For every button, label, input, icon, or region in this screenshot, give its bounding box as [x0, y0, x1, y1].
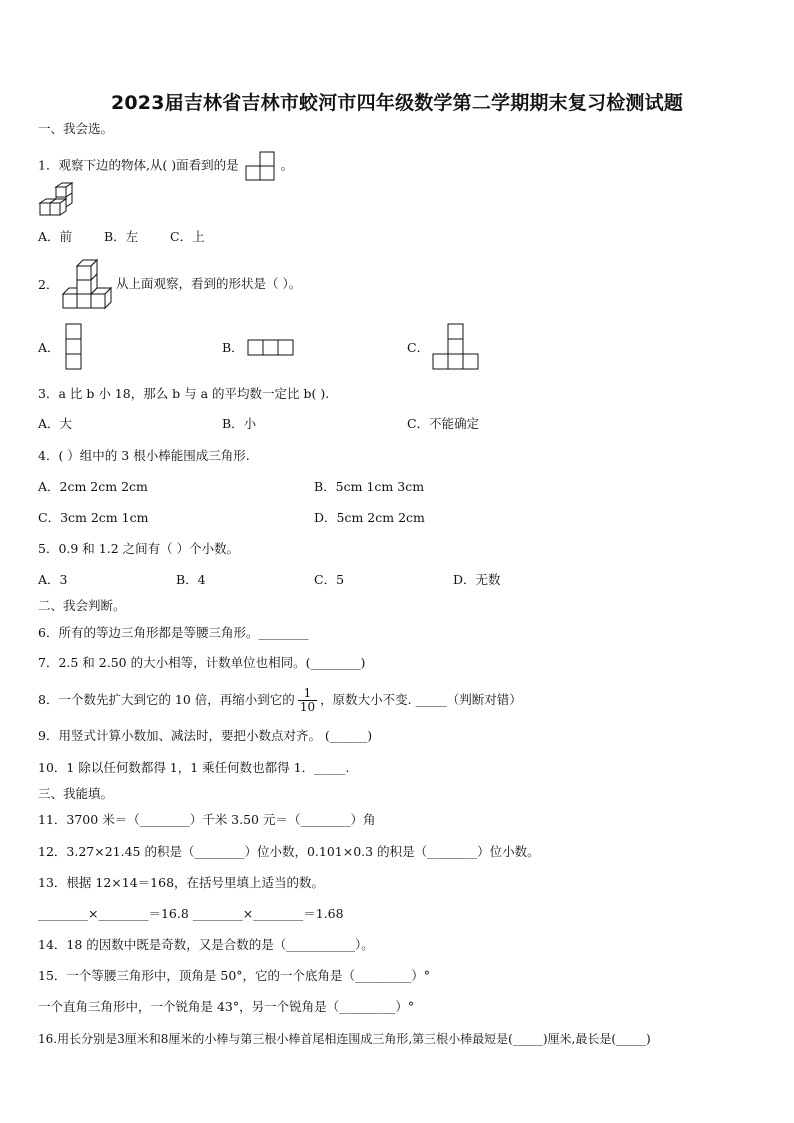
q1-option-a[interactable]: A．前	[38, 229, 73, 244]
question-1-end: 。	[280, 157, 294, 173]
q1-view-figure	[245, 151, 277, 181]
q4-option-a[interactable]: A．2cm 2cm 2cm	[38, 479, 148, 494]
q4-option-b[interactable]: B．5cm 1cm 3cm	[314, 479, 425, 494]
question-14: 14．18 的因数中既是奇数，又是合数的是（___________）。	[38, 937, 374, 952]
q5-option-c[interactable]: C．5	[314, 572, 345, 587]
fraction-numerator: 1	[298, 687, 317, 701]
q5-option-d[interactable]: D．无数	[453, 572, 501, 587]
q5-option-b[interactable]: B．4	[176, 572, 206, 587]
question-8-post: ，原数大小不变. _____（判断对错）	[320, 692, 522, 707]
section-heading-fill: 三、我能填。	[38, 786, 114, 801]
q2-option-a-figure	[64, 322, 84, 370]
q3-option-a[interactable]: A．大	[38, 416, 73, 431]
q1-option-b[interactable]: B．左	[104, 229, 139, 244]
question-11: 11．3700 米＝（________）千米 3.50 元＝（________）角	[38, 812, 376, 827]
question-15-b: 一个直角三角形中，一个锐角是 43°，另一个锐角是（_________）°	[38, 999, 415, 1014]
q2-option-b[interactable]: B．	[222, 340, 244, 355]
q3-option-b[interactable]: B．小	[222, 416, 257, 431]
q4-option-c[interactable]: C．3cm 2cm 1cm	[38, 510, 149, 525]
q2-block-figure	[59, 258, 115, 312]
fraction-one-tenth	[298, 687, 317, 714]
question-9: 9．用竖式计算小数加、减法时，要把小数点对齐。 (______)	[38, 728, 373, 743]
section-heading-judge: 二、我会判断。	[38, 598, 126, 613]
section-heading-choice: 一、我会选。	[38, 121, 114, 136]
question-13-blanks: ________×________＝16.8 ________×________＝1.68	[38, 906, 344, 921]
question-16: 16.用长分别是3厘米和8厘米的小棒与第三根小棒首尾相连围成三角形,第三根小棒最短是(_____)厘米,最长是(_____)	[38, 1032, 651, 1046]
question-7: 7．2.5 和 2.50 的大小相等，计数单位也相同。(________)	[38, 655, 366, 670]
q5-option-a[interactable]: A．3	[38, 572, 68, 587]
fraction-denominator: 10	[299, 700, 316, 714]
q1-option-c[interactable]: C．上	[170, 229, 205, 244]
question-8	[38, 685, 522, 715]
question-1-text: 1．观察下边的物体,从( )面看到的是	[38, 157, 239, 173]
q1-cubes-figure	[36, 181, 76, 219]
question-1	[38, 151, 293, 181]
q3-option-c[interactable]: C．不能确定	[407, 416, 480, 431]
question-13: 13．根据 12×14＝168，在括号里填上适当的数。	[38, 875, 325, 890]
question-3: 3．a 比 b 小 18，那么 b 与 a 的平均数一定比 b( ).	[38, 386, 330, 401]
question-10: 10．1 除以任何数都得 1，1 乘任何数也都得 1．_____.	[38, 760, 350, 775]
q2-option-a[interactable]: A．	[38, 340, 60, 355]
question-2-number: 2．	[38, 277, 59, 292]
question-6: 6．所有的等边三角形都是等腰三角形。________	[38, 625, 309, 640]
question-8-pre: 8．一个数先扩大到它的 10 倍，再缩小到它的	[38, 692, 295, 707]
q2-option-b-figure	[246, 338, 298, 358]
question-12: 12．3.27×21.45 的积是（________）位小数，0.101×0.3 的积是（________）位小数。	[38, 844, 540, 859]
q2-option-c[interactable]: C．	[407, 340, 430, 355]
question-5: 5．0.9 和 1.2 之间有（ ）个小数。	[38, 541, 240, 556]
question-2-text: 从上面观察，看到的形状是（ ）。	[116, 276, 302, 291]
exam-title: 2023届吉林省吉林市蛟河市四年级数学第二学期期末复习检测试题	[110, 92, 684, 114]
q2-option-c-figure	[432, 322, 482, 372]
q4-option-d[interactable]: D．5cm 2cm 2cm	[314, 510, 425, 525]
question-4: 4．( ）组中的 3 根小棒能围成三角形.	[38, 448, 250, 463]
question-15-a: 15．一个等腰三角形中，顶角是 50°，它的一个底角是（_________）°	[38, 968, 431, 983]
